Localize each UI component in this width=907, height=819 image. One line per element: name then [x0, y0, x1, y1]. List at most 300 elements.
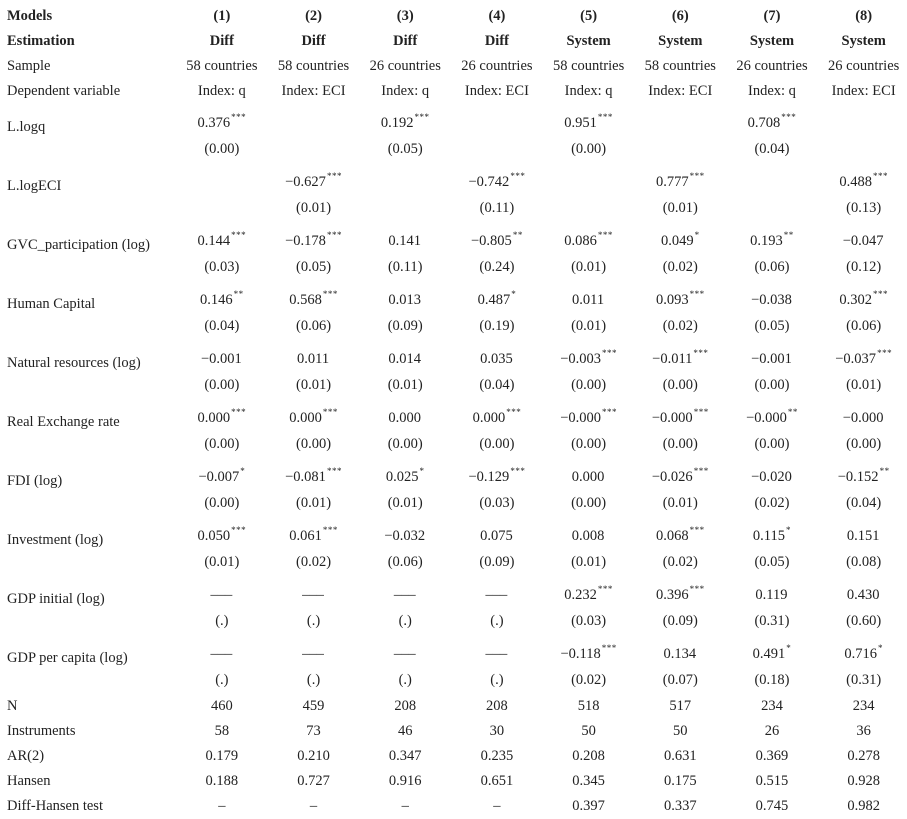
- standard-error-cell: (0.06): [387, 554, 423, 570]
- variable-label: L.logq: [7, 119, 46, 135]
- coefficient-value: –––: [485, 645, 508, 662]
- standard-error-cell: (0.07): [662, 672, 698, 688]
- coefficient-wrap: [663, 643, 697, 663]
- significance-stars: **: [787, 406, 798, 417]
- significance-stars: ***: [689, 524, 705, 535]
- coefficient-value: 0.115: [752, 527, 786, 544]
- standard-error-row: [0, 195, 907, 222]
- coefficient-row: [0, 222, 907, 254]
- standard-error-cell: (.): [306, 672, 321, 688]
- coefficient-cell: [726, 163, 818, 195]
- coefficient-row: [0, 104, 907, 136]
- coefficient-wrap: [198, 466, 245, 486]
- coefficient-row: [0, 458, 907, 490]
- statistic-row-cell: 0.745: [755, 798, 789, 814]
- standard-error-cell: (0.00): [479, 436, 515, 452]
- coefficient-wrap: [560, 643, 616, 663]
- coefficient-wrap: [656, 171, 705, 191]
- coefficient-cell: [268, 340, 360, 372]
- coefficient-cell: [451, 222, 543, 254]
- standard-error-cell: [176, 195, 268, 222]
- coefficient-value: −0.037: [835, 350, 877, 367]
- coefficient-cell: [818, 340, 907, 372]
- coefficient-wrap: [388, 289, 422, 309]
- coefficient-cell: [451, 635, 543, 667]
- coefficient-wrap: [750, 230, 794, 250]
- coefficient-cell: [176, 222, 268, 254]
- coefficient-cell: [451, 399, 543, 431]
- coefficient-value: 0.000: [571, 468, 605, 485]
- estimation-row-cell: Diff: [209, 33, 234, 49]
- standard-error-cell: (0.31): [754, 613, 790, 629]
- statistic-row-cell: 234: [852, 698, 875, 714]
- coefficient-cell: [268, 517, 360, 549]
- statistic-row: [0, 794, 907, 819]
- coefficient-wrap: [198, 230, 247, 250]
- standard-error-cell: (0.00): [204, 141, 240, 157]
- statistic-row-cell: 30: [489, 723, 505, 739]
- coefficient-wrap: [388, 348, 422, 368]
- significance-stars: ***: [322, 288, 338, 299]
- coefficient-value: 0.144: [197, 232, 231, 249]
- standard-error-cell: (0.06): [846, 318, 882, 334]
- coefficient-value: −0.047: [842, 232, 884, 249]
- statistic-row-cell: –: [218, 798, 226, 814]
- coefficient-wrap: [564, 584, 613, 604]
- significance-stars: ***: [872, 170, 888, 181]
- coefficient-value: −0.032: [384, 527, 426, 544]
- coefficient-value: 0.146: [200, 291, 233, 308]
- standard-error-cell: (.): [306, 613, 321, 629]
- coefficient-value: –––: [393, 645, 416, 662]
- coefficient-value: –––: [302, 645, 324, 662]
- estimation-row-cell: Diff: [393, 33, 418, 49]
- standard-error-cell: (0.01): [662, 495, 698, 511]
- dependent-variable-row-cell: Index: ECI: [831, 83, 896, 99]
- coefficient-cell: [176, 104, 268, 136]
- significance-stars: ***: [689, 583, 705, 594]
- coefficient-wrap: [656, 584, 705, 604]
- standard-error-cell: [818, 136, 907, 163]
- variable-label: FDI (log): [7, 473, 63, 489]
- models-row-cell: (4): [488, 8, 506, 24]
- coefficient-cell: [451, 104, 543, 136]
- coefficient-cell: [726, 517, 818, 549]
- standard-error-label-spacer: [0, 136, 176, 163]
- standard-error-cell: (0.09): [387, 318, 423, 334]
- coefficient-value: 0.151: [846, 527, 880, 544]
- coefficient-value: 0.488: [839, 173, 872, 190]
- coefficient-cell: [176, 458, 268, 490]
- standard-error-cell: (0.08): [846, 554, 882, 570]
- standard-error-row: [0, 431, 907, 458]
- significance-stars: ***: [693, 347, 709, 358]
- estimation-row-cell: Diff: [484, 33, 509, 49]
- coefficient-wrap: [839, 289, 888, 309]
- significance-stars: ***: [326, 465, 342, 476]
- standard-error-cell: (0.00): [754, 436, 790, 452]
- statistic-row-cell: –: [493, 798, 501, 814]
- statistic-row-cell: 517: [669, 698, 692, 714]
- standard-error-cell: (0.60): [846, 613, 882, 629]
- standard-error-cell: (0.01): [387, 495, 423, 511]
- significance-stars: **: [233, 288, 244, 299]
- coefficient-cell: [818, 576, 907, 608]
- standard-error-cell: (0.19): [479, 318, 515, 334]
- coefficient-value: 0.008: [571, 527, 605, 544]
- models-row-cell: (2): [305, 8, 322, 24]
- sample-row-label: Sample: [7, 58, 51, 74]
- models-row-cell: (5): [580, 8, 598, 24]
- coefficient-cell: [818, 281, 907, 313]
- coefficient-cell: [451, 163, 543, 195]
- statistic-row-label: Hansen: [7, 773, 51, 789]
- significance-stars: ***: [231, 111, 247, 122]
- coefficient-wrap: [496, 112, 497, 132]
- standard-error-row: [0, 667, 907, 694]
- coefficient-cell: [634, 222, 726, 254]
- coefficient-wrap: [863, 112, 864, 132]
- dependent-variable-row-cell: Index: ECI: [464, 83, 529, 99]
- standard-error-cell: (0.02): [571, 672, 607, 688]
- standard-error-label-spacer: [0, 490, 176, 517]
- coefficient-wrap: [486, 584, 509, 604]
- coefficient-wrap: [751, 466, 793, 486]
- standard-error-cell: (.): [215, 613, 229, 629]
- coefficient-cell: [359, 281, 451, 313]
- significance-stars: ***: [597, 229, 613, 240]
- standard-error-cell: (0.02): [296, 554, 332, 570]
- coefficient-cell: [268, 399, 360, 431]
- standard-error-cell: (0.01): [571, 318, 607, 334]
- coefficient-value: −0.118: [560, 645, 601, 662]
- coefficient-value: –––: [210, 586, 233, 603]
- coefficient-value: −0.000: [746, 409, 787, 426]
- significance-stars: *: [511, 288, 517, 299]
- coefficient-wrap: [394, 584, 417, 604]
- coefficient-cell: [543, 222, 635, 254]
- coefficient-cell: [634, 399, 726, 431]
- coefficient-cell: [268, 222, 360, 254]
- coefficient-wrap: [381, 112, 430, 132]
- standard-error-cell: (0.05): [387, 141, 423, 157]
- models-row-cell: (3): [396, 8, 414, 24]
- dependent-variable-row-cell: Index: q: [197, 83, 246, 99]
- coefficient-cell: [176, 576, 268, 608]
- standard-error-cell: (0.00): [571, 377, 607, 393]
- coefficient-wrap: [469, 171, 526, 191]
- coefficient-value: 0.000: [472, 409, 506, 426]
- significance-stars: ***: [597, 111, 613, 122]
- coefficient-value: 0.049: [660, 232, 694, 249]
- estimation-row-cell: Diff: [301, 33, 326, 49]
- standard-error-row: [0, 608, 907, 635]
- statistic-row-cell: 0.175: [663, 773, 697, 789]
- coefficient-wrap: [405, 171, 406, 191]
- coefficient-cell: [451, 517, 543, 549]
- coefficient-wrap: [843, 230, 885, 250]
- coefficient-wrap: [394, 643, 417, 663]
- variable-label: Investment (log): [7, 532, 104, 548]
- standard-error-cell: (0.01): [846, 377, 882, 393]
- statistic-row-cell: 0.982: [847, 798, 880, 814]
- coefficient-cell: [543, 104, 635, 136]
- standard-error-cell: (0.00): [571, 495, 607, 511]
- variable-label: L.logECI: [7, 178, 62, 194]
- standard-error-cell: [634, 136, 726, 163]
- coefficient-wrap: [480, 348, 514, 368]
- standard-error-label-spacer: [0, 254, 176, 281]
- coefficient-value: 0.141: [388, 232, 422, 249]
- coefficient-value: 0.487: [477, 291, 511, 308]
- coefficient-cell: [818, 399, 907, 431]
- coefficient-wrap: [384, 525, 426, 545]
- coefficient-value: 0.075: [480, 527, 513, 544]
- standard-error-cell: (0.00): [387, 436, 423, 452]
- dependent-variable-row-cell: Index: q: [748, 83, 796, 99]
- standard-error-cell: (0.09): [479, 554, 515, 570]
- dependent-variable-row-label: Dependent variable: [7, 83, 121, 99]
- standard-error-cell: (0.04): [846, 495, 882, 511]
- coefficient-value: 0.396: [655, 586, 689, 603]
- coefficient-value: −0.020: [751, 468, 792, 485]
- statistic-row-cell: 36: [856, 723, 871, 739]
- variable-label: Real Exchange rate: [7, 414, 120, 430]
- statistic-row-cell: 0.515: [755, 773, 789, 789]
- coefficient-cell: [268, 163, 360, 195]
- sample-row-cell: 58 countries: [552, 58, 625, 74]
- statistic-row-cell: 0.179: [205, 748, 239, 764]
- coefficient-wrap: [572, 289, 605, 309]
- coefficient-cell: [176, 517, 268, 549]
- coefficient-cell: [634, 281, 726, 313]
- standard-error-cell: (0.12): [846, 259, 882, 275]
- statistic-row-cell: 0.347: [388, 748, 422, 764]
- coefficient-cell: [726, 458, 818, 490]
- standard-error-label-spacer: [0, 549, 176, 576]
- standard-error-cell: (0.01): [296, 495, 332, 511]
- coefficient-wrap: [285, 171, 342, 191]
- statistic-row-cell: 0.928: [847, 773, 880, 789]
- standard-error-cell: (.): [398, 672, 412, 688]
- coefficient-cell: [451, 576, 543, 608]
- statistic-row-cell: –: [401, 798, 409, 814]
- coefficient-value: 0.035: [480, 350, 513, 367]
- significance-stars: **: [512, 229, 523, 240]
- statistic-row: [0, 744, 907, 769]
- standard-error-cell: (0.11): [387, 259, 423, 275]
- standard-error-cell: (0.02): [662, 554, 698, 570]
- coefficient-cell: [634, 576, 726, 608]
- significance-stars: ***: [414, 111, 430, 122]
- models-row-cell: (7): [763, 8, 781, 24]
- standard-error-cell: (.): [215, 672, 229, 688]
- standard-error-cell: (0.01): [204, 554, 240, 570]
- significance-stars: ***: [510, 170, 526, 181]
- coefficient-row: [0, 340, 907, 372]
- standard-error-cell: (0.00): [754, 377, 790, 393]
- standard-error-cell: (0.00): [571, 141, 607, 157]
- coefficient-cell: [726, 281, 818, 313]
- statistic-row-cell: 0.208: [572, 748, 605, 764]
- regression-table: [0, 4, 907, 819]
- coefficient-wrap: [210, 584, 233, 604]
- coefficient-value: –––: [210, 645, 233, 662]
- models-row-cell: (8): [855, 8, 873, 24]
- coefficient-wrap: [560, 407, 617, 427]
- coefficient-value: −0.026: [651, 468, 693, 485]
- significance-stars: *: [419, 465, 425, 476]
- standard-error-row: [0, 313, 907, 340]
- statistic-row-cell: 0.235: [480, 748, 514, 764]
- statistic-row-cell: 0.651: [480, 773, 514, 789]
- significance-stars: ***: [602, 347, 617, 358]
- coefficient-value: 0.000: [289, 409, 322, 426]
- coefficient-value: −0.038: [751, 291, 792, 308]
- coefficient-cell: [176, 635, 268, 667]
- coefficient-cell: [359, 222, 451, 254]
- statistic-row-cell: 50: [581, 723, 596, 739]
- significance-stars: ***: [326, 170, 342, 181]
- coefficient-value: 0.086: [564, 232, 597, 249]
- coefficient-wrap: [471, 230, 523, 250]
- variable-label: GDP per capita (log): [7, 650, 128, 666]
- coefficient-cell: [268, 576, 360, 608]
- coefficient-wrap: [198, 112, 247, 132]
- sample-row: [0, 54, 907, 79]
- standard-error-cell: (0.01): [296, 200, 332, 216]
- coefficient-cell: [818, 635, 907, 667]
- coefficient-cell: [543, 517, 635, 549]
- coefficient-wrap: [661, 230, 700, 250]
- significance-stars: **: [783, 229, 794, 240]
- coefficient-cell: [818, 104, 907, 136]
- coefficient-wrap: [200, 289, 244, 309]
- significance-stars: ***: [231, 524, 247, 535]
- statistic-row-cell: 459: [302, 698, 325, 714]
- coefficient-value: −0.001: [751, 350, 792, 367]
- statistic-row: [0, 769, 907, 794]
- coefficient-wrap: [564, 112, 613, 132]
- coefficient-cell: [176, 399, 268, 431]
- dependent-variable-row: [0, 79, 907, 104]
- dependent-variable-row-cell: Index: ECI: [648, 83, 713, 99]
- coefficient-cell: [818, 163, 907, 195]
- estimation-row-cell: System: [658, 33, 703, 49]
- coefficient-cell: [634, 458, 726, 490]
- coefficient-wrap: [198, 525, 247, 545]
- coefficient-wrap: [221, 171, 222, 191]
- coefficient-value: 0.376: [197, 114, 231, 131]
- standard-error-cell: (0.24): [479, 259, 515, 275]
- statistic-row-label: AR(2): [7, 748, 45, 764]
- coefficient-wrap: [302, 643, 325, 663]
- statistic-row-cell: 234: [761, 698, 783, 714]
- coefficient-wrap: [588, 171, 589, 191]
- estimation-row-cell: System: [566, 33, 611, 49]
- coefficient-value: 0.134: [663, 645, 697, 662]
- standard-error-cell: (0.13): [846, 200, 882, 216]
- standard-error-cell: (0.01): [571, 259, 607, 275]
- standard-error-label-spacer: [0, 313, 176, 340]
- significance-stars: *: [877, 642, 883, 653]
- sample-row-cell: 58 countries: [644, 58, 716, 74]
- standard-error-label-spacer: [0, 431, 176, 458]
- coefficient-cell: [176, 163, 268, 195]
- variable-label: GDP initial (log): [7, 591, 105, 607]
- coefficient-value: −0.178: [285, 232, 326, 249]
- coefficient-cell: [268, 104, 360, 136]
- significance-stars: ***: [689, 288, 705, 299]
- coefficient-cell: [176, 281, 268, 313]
- statistic-row-cell: 0.188: [205, 773, 239, 789]
- coefficient-wrap: [771, 171, 772, 191]
- coefficient-value: −0.007: [198, 468, 240, 485]
- coefficient-cell: [543, 458, 635, 490]
- coefficient-value: –––: [393, 586, 416, 603]
- coefficient-row: [0, 163, 907, 195]
- variable-label: Human Capital: [7, 296, 96, 312]
- standard-error-cell: (0.06): [296, 318, 332, 334]
- coefficient-wrap: [753, 643, 792, 663]
- regression-table-body: [0, 4, 907, 819]
- coefficient-cell: [268, 458, 360, 490]
- coefficient-cell: [543, 635, 635, 667]
- coefficient-wrap: [388, 407, 422, 427]
- standard-error-cell: (0.02): [662, 318, 698, 334]
- coefficient-wrap: [656, 525, 705, 545]
- coefficient-value: −0.000: [560, 409, 601, 426]
- standard-error-cell: (0.18): [754, 672, 790, 688]
- coefficient-wrap: [313, 112, 314, 132]
- statistic-row-cell: 518: [577, 698, 600, 714]
- coefficient-wrap: [469, 466, 526, 486]
- standard-error-cell: (0.03): [571, 613, 607, 629]
- coefficient-cell: [818, 517, 907, 549]
- coefficient-value: 0.000: [388, 409, 422, 426]
- coefficient-wrap: [564, 230, 613, 250]
- standard-error-cell: (0.06): [754, 259, 790, 275]
- coefficient-cell: [726, 340, 818, 372]
- estimation-row-label: Estimation: [7, 33, 75, 49]
- standard-error-cell: (.): [398, 613, 412, 629]
- coefficient-value: 0.302: [839, 291, 872, 308]
- significance-stars: *: [786, 642, 792, 653]
- coefficient-wrap: [289, 525, 338, 545]
- coefficient-wrap: [478, 289, 517, 309]
- coefficient-cell: [726, 222, 818, 254]
- statistic-row-cell: 0.727: [297, 773, 330, 789]
- coefficient-value: 0.777: [655, 173, 689, 190]
- sample-row-cell: 26 countries: [369, 58, 441, 74]
- statistic-row-cell: 0.397: [572, 798, 605, 814]
- coefficient-wrap: [835, 348, 892, 368]
- coefficient-wrap: [656, 289, 705, 309]
- coefficient-wrap: [198, 407, 247, 427]
- standard-error-cell: (0.04): [204, 318, 240, 334]
- standard-error-cell: (0.00): [204, 377, 240, 393]
- statistic-row-cell: 0.345: [572, 773, 605, 789]
- coefficient-wrap: [843, 407, 885, 427]
- standard-error-cell: (0.03): [204, 259, 240, 275]
- coefficient-wrap: [386, 466, 425, 486]
- standard-error-row: [0, 372, 907, 399]
- coefficient-wrap: [755, 584, 788, 604]
- standard-error-cell: (0.05): [754, 318, 790, 334]
- statistic-row-cell: 50: [673, 723, 688, 739]
- coefficient-value: −0.000: [651, 409, 693, 426]
- dependent-variable-row-cell: Index: ECI: [281, 83, 346, 99]
